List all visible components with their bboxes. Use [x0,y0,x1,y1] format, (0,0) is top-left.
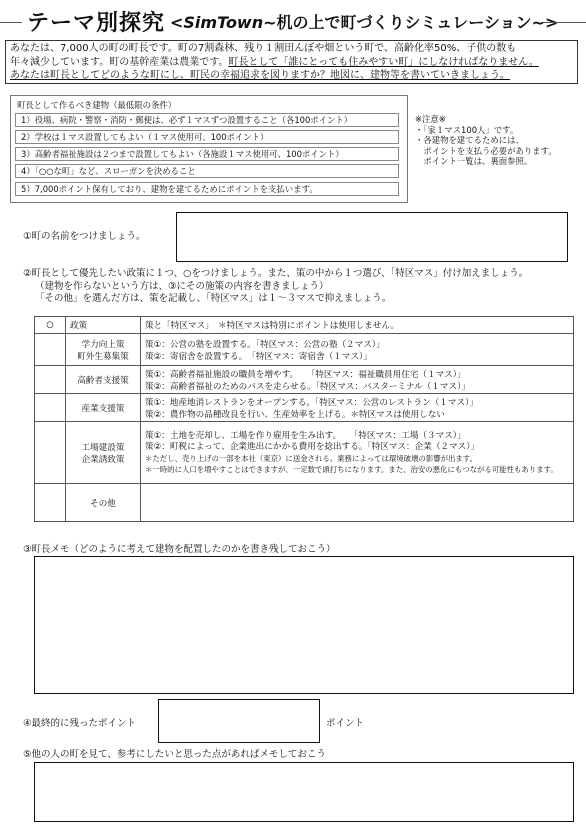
q4-label: ④最終的に残ったポイント [23,718,137,729]
table-row [35,334,574,366]
q3-label: ③町長メモ（どのように考えて建物を配置したのかを書き残しておこう） [23,544,336,555]
policy-table [34,316,574,522]
caution-note: ※注意※ ・「家１マス100人」です。 ・各建物を建てるためには、 ポイントを支払う必要があります。 ポイント一覧は、裏面参照。 [415,114,557,166]
policy-select-cell[interactable] [35,394,66,422]
policy-select-cell[interactable] [35,484,66,522]
policy-name: 高齢者支援策 [66,366,141,394]
condition-item: 3）高齢者福祉施設は２つまで設置してもよい（各施設１マス使用可、100ポイント） [15,147,399,161]
policy-desc: 策①：高齢者福祉施設の職員を増やす。 「特区マス：福祉職員用住宅（１マス）」 策②：高齢者福祉のためのバスを走らせる。「特区マス：バスターミナル（１マス）」 [141,366,574,394]
reference-memo-field[interactable] [34,762,574,822]
condition-item: 1）役場、病院・警察・消防・郵便は、必ず１マスずつ設置すること（各100ポイント） [15,113,399,127]
intro-box [5,40,578,84]
q2-instructions: ②町長として優先したい政策に１つ、○をつけましょう。また、策の中から１つ選び、「特区マス」付け加えましょう。 （建物を作らないという方は、③にその施策の内容を書きましょう） 「その他」を選んだ方は、策を記載し、「特区マス」は１～３マスで抑えましょう。 [23,268,529,304]
table-row [35,366,574,394]
points-unit: ポイント [326,718,365,729]
title-rule-right [543,22,586,23]
mayor-memo-field[interactable] [34,556,574,694]
condition-item: 5）7,000ポイント保有しており、建物を建てるためにポイントを支払います。 [15,182,399,196]
intro-line: あなたは、7,000人の町の町長です。町の7割森林、残り１割田んぼや畑という町で、高齢化率50%、子供の数も [10,43,517,54]
title-rule-left [0,22,22,23]
header-policy: 政策 [66,317,141,334]
policy-name: 工場建設策 企業誘致策 [66,422,141,484]
policy-name: 学力向上策 町外生募集策 [66,334,141,366]
conditions-box [10,95,408,203]
town-name-field[interactable] [176,212,568,262]
table-row [35,394,574,422]
q1-label: ①町の名前をつけましょう。 [23,231,146,242]
condition-item: 4）「○○な町」など、スローガンを決めること [15,164,399,178]
policy-desc: 策①：公営の塾を設置する。「特区マス：公営の塾（２マス）」 策②：寄宿舎を設置する。 「特区マス：寄宿舎（１マス）」 [141,334,574,366]
policy-desc: 策①：地産地消レストランをオープンする。「特区マス：公営のレストラン（１マス）」 策②：農作物の品種改良を行い、生産効率を上げる。＊特区マスは使用しない [141,394,574,422]
table-row [35,422,574,484]
conditions-title: 町長として作るべき建物（最低限の条件） [17,100,177,110]
intro-line: あなたは町長としてどのような町にし、町民の幸福追求を図りますか？地図に、建物等を書いていきましょう。 [10,70,510,81]
policy-select-cell[interactable] [35,366,66,394]
policy-name: その他 [66,484,141,522]
header-desc: 策と「特区マス」 ＊特区マスは特別にポイントは使用しません。 [141,317,574,334]
header-mark: ○ [35,317,66,334]
table-header-row [35,317,574,334]
remaining-points-field[interactable] [158,699,320,743]
policy-name: 産業支援策 [66,394,141,422]
other-policy-field[interactable] [141,484,574,522]
table-row [35,484,574,522]
policy-desc: 策①：土地を売却し、工場を作り雇用を生み出す。 「特区マス：工場（３マス）」 策②：町税によって、企業進出にかかる費用を捻出する。「特区マス：企業（２マス）」 ＊ただし、売り上げの一部を本社（東京）に送金される。業務によっては環境破壊の影響が出ます。 ＊一時的に人口を増やすことはできますが、一定数で頭打ちになります。また、治安の悪化にもつながる可能性もあります。 [141,422,574,484]
page-subtitle: <SimTown~机の上で町づくりシミュレーション~> [170,13,559,32]
policy-select-cell[interactable] [35,334,66,366]
brand-name: SimTown [183,13,264,32]
q5-label: ⑤他の人の町を見て、参考にしたいと思った点があればメモしておこう [23,749,326,760]
intro-line: 年々減少しています。町の基幹産業は農業です。町長として「誰にとっても住みやすい町」にしなければなりません。 [10,56,539,68]
condition-item: 2）学校は１マス設置してもよい（１マス使用可、100ポイント） [15,130,399,144]
page-title: テーマ別探究 [27,11,166,36]
policy-select-cell[interactable] [35,422,66,484]
